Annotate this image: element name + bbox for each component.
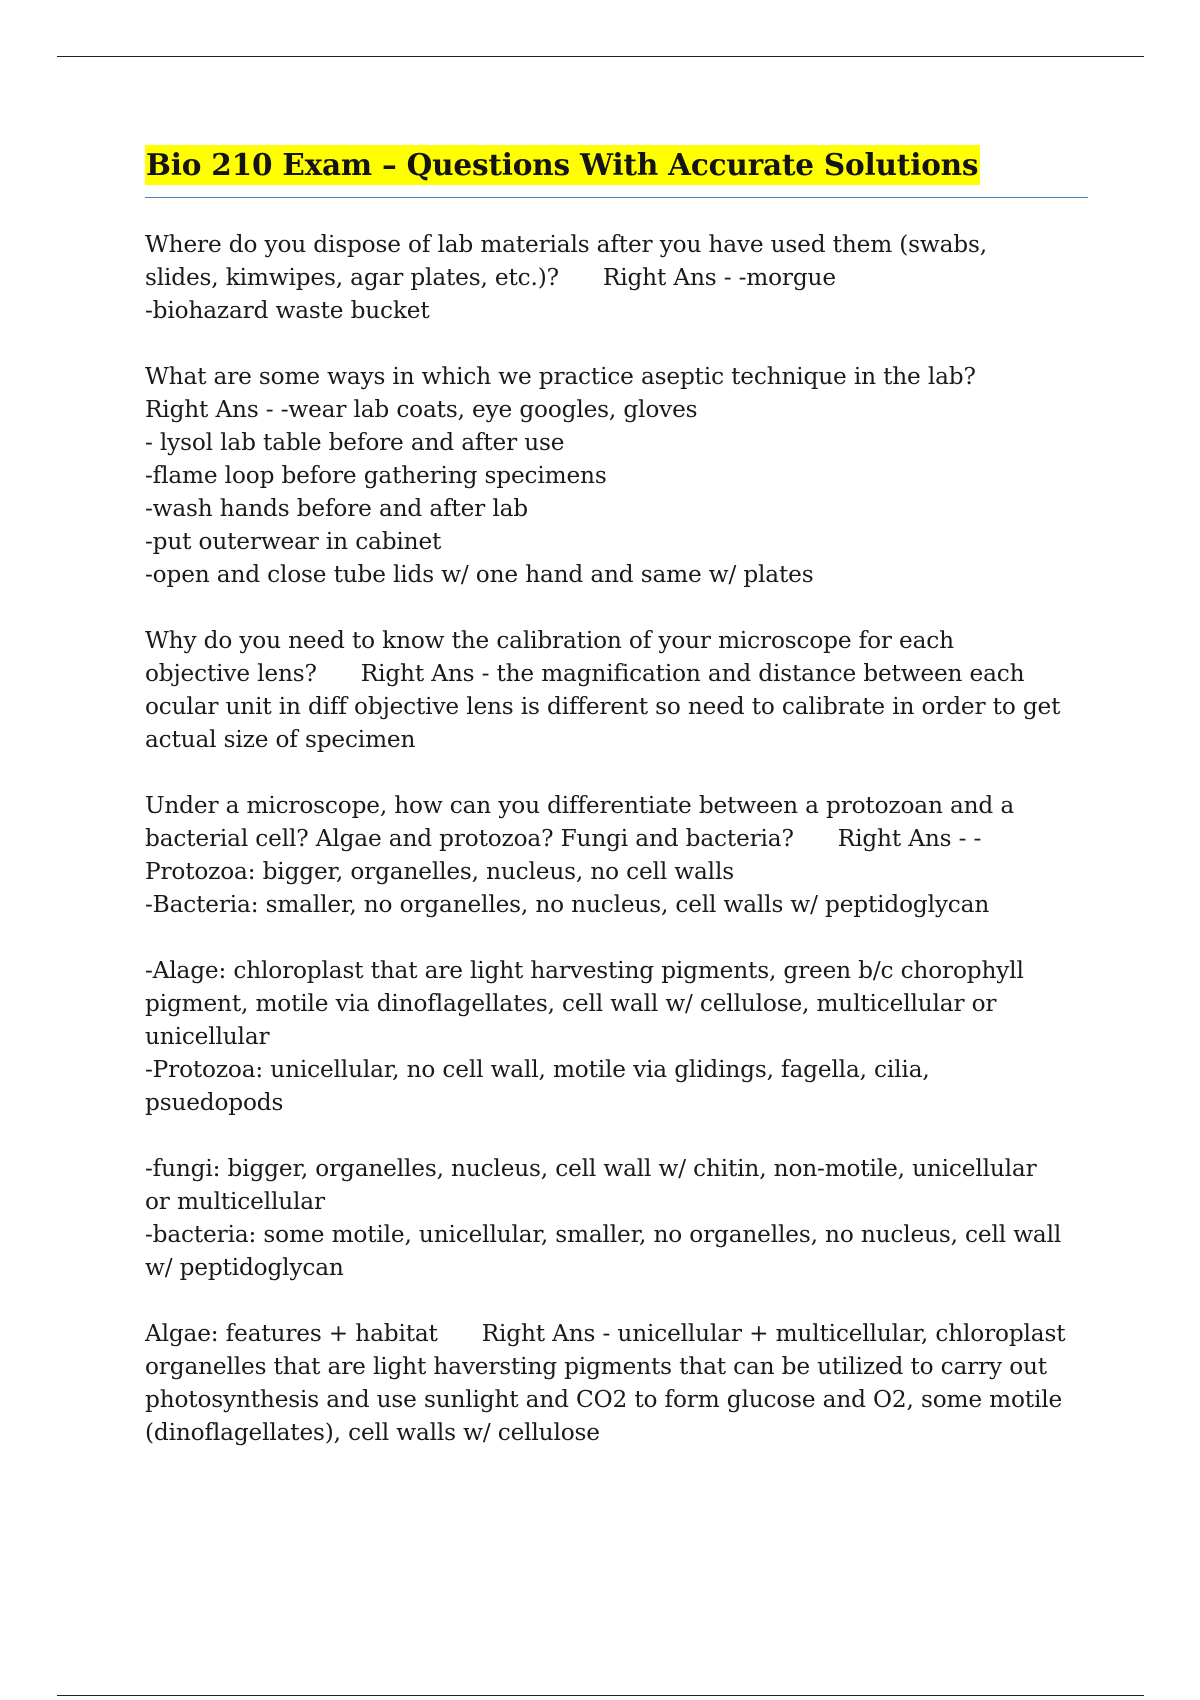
text-line: Where do you dispose of lab materials after you have used them (swabs, [145, 231, 987, 258]
text-line: photosynthesis and use sunlight and CO2 to form glucose and O2, some motile [145, 1386, 1063, 1413]
text-line: Under a microscope, how can you differentiate between a protozoan and a [145, 792, 1015, 819]
document-title: Bio 210 Exam – Questions With Accurate Solutions [145, 145, 980, 185]
text-line [145, 822, 1095, 855]
qa-block-4 [145, 789, 1095, 921]
question-text: Algae: features + habitat [145, 1320, 438, 1347]
question-text: objective lens? [145, 660, 317, 687]
text-line: Protozoa: bigger, organelles, nucleus, no cell walls [145, 858, 734, 885]
text-line: -Bacteria: smaller, no organelles, no nucleus, cell walls w/ peptidoglycan [145, 891, 990, 918]
text-line: What are some ways in which we practice aseptic technique in the lab? [145, 363, 976, 390]
footer-rule [57, 1695, 1144, 1696]
text-line: actual size of specimen [145, 726, 416, 753]
document-body [145, 228, 1095, 1482]
text-line [145, 261, 1095, 294]
title-block [145, 145, 1088, 198]
text-line: -open and close tube lids w/ one hand and same w/ plates [145, 561, 814, 588]
text-line: -bacteria: some motile, unicellular, smaller, no organelles, no nucleus, cell wall [145, 1221, 1062, 1248]
qa-block-5 [145, 954, 1095, 1119]
qa-block-7 [145, 1317, 1095, 1449]
text-line: or multicellular [145, 1188, 325, 1215]
qa-block-1 [145, 228, 1095, 327]
text-line: -wash hands before and after lab [145, 495, 528, 522]
text-line: psuedopods [145, 1089, 284, 1116]
text-line: pigment, motile via dinoflagellates, cell wall w/ cellulose, multicellular or [145, 990, 997, 1017]
text-line: -Protozoa: unicellular, no cell wall, motile via glidings, fagella, cilia, [145, 1056, 930, 1083]
text-line: ocular unit in diff objective lens is different so need to calibrate in order to get [145, 693, 1061, 720]
answer-label: Right Ans - -morgue [602, 264, 836, 291]
text-line: -biohazard waste bucket [145, 297, 430, 324]
qa-block-6 [145, 1152, 1095, 1284]
answer-label: Right Ans - the magnification and distance between each [360, 660, 1025, 687]
qa-block-3 [145, 624, 1095, 756]
text-line: -flame loop before gathering specimens [145, 462, 607, 489]
text-line: -fungi: bigger, organelles, nucleus, cell wall w/ chitin, non-motile, unicellular [145, 1155, 1037, 1182]
question-text: slides, kimwipes, agar plates, etc.)? [145, 264, 559, 291]
text-line: - lysol lab table before and after use [145, 429, 565, 456]
text-line: Right Ans - -wear lab coats, eye googles, gloves [145, 396, 698, 423]
text-line: -Alage: chloroplast that are light harvesting pigments, green b/c chorophyll [145, 957, 1024, 984]
text-line: unicellular [145, 1023, 270, 1050]
answer-label: Right Ans - unicellular + multicellular, chloroplast [481, 1320, 1066, 1347]
question-text: bacterial cell? Algae and protozoa? Fungi and bacteria? [145, 825, 794, 852]
text-line: -put outerwear in cabinet [145, 528, 442, 555]
text-line [145, 1317, 1095, 1350]
qa-block-2 [145, 360, 1095, 591]
text-line: (dinoflagellates), cell walls w/ cellulose [145, 1419, 600, 1446]
text-line: organelles that are light haversting pigments that can be utilized to carry out [145, 1353, 1047, 1380]
answer-label: Right Ans - - [837, 825, 982, 852]
text-line: Why do you need to know the calibration of your microscope for each [145, 627, 954, 654]
text-line [145, 657, 1095, 690]
text-line: w/ peptidoglycan [145, 1254, 344, 1281]
header-rule [57, 56, 1144, 57]
